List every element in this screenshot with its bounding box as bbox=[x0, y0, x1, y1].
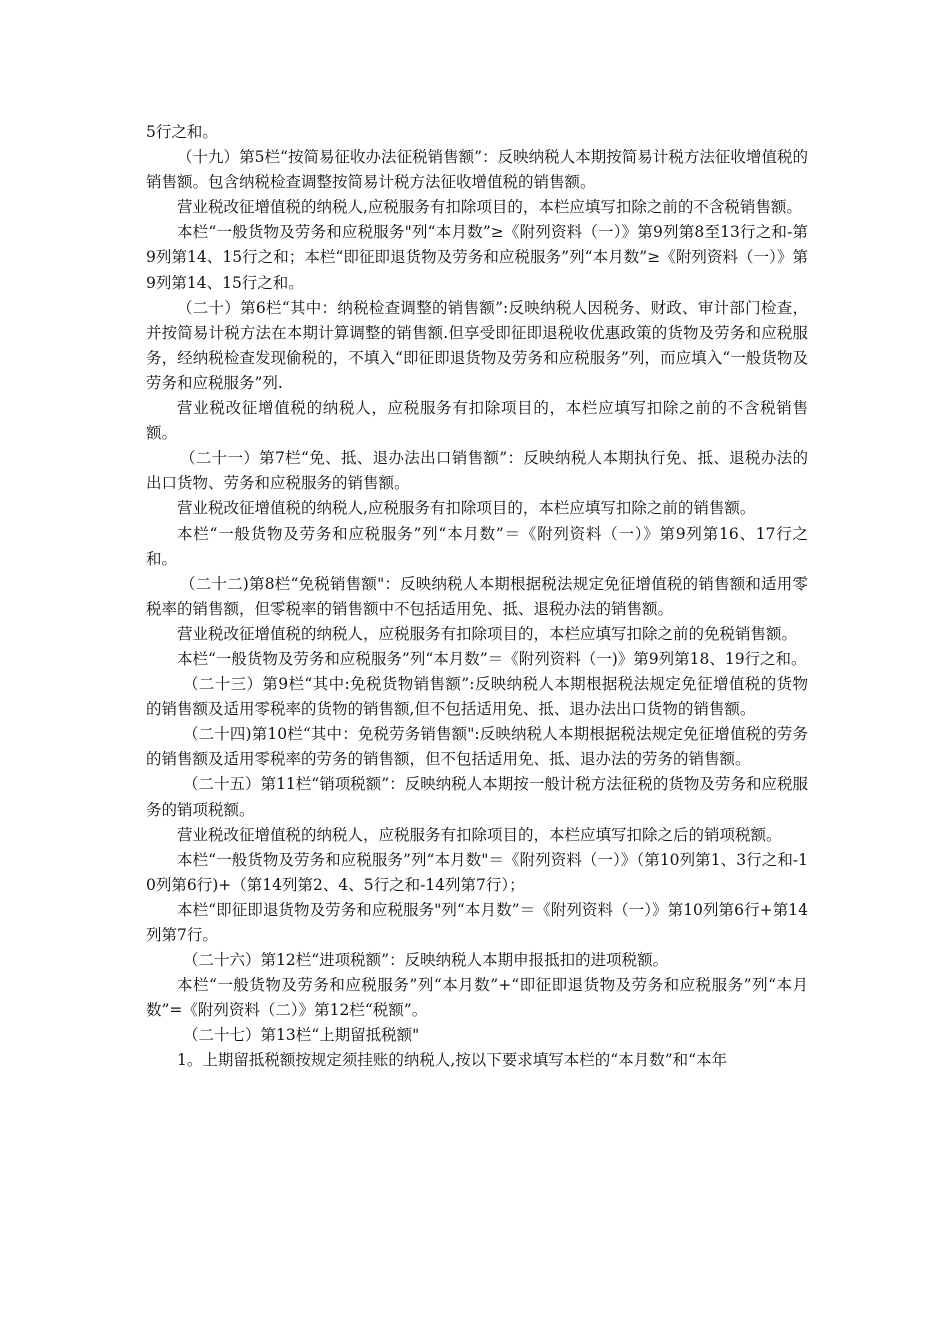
paragraph: 营业税改征增值税的纳税人,应税服务有扣除项目的，本栏应填写扣除之前的不含税销售额。 bbox=[177, 198, 802, 217]
paragraph: 营业税改征增值税的纳税人，应税服务有扣除项目的，本栏应填写扣除之后的销项税额。 bbox=[177, 825, 782, 844]
paragraph: （二十五）第11栏“销项税额”：反映纳税人本期按一般计税方法征税的货物及劳务和应税服务的销项税额。 bbox=[146, 775, 808, 819]
paragraph: （二十六）第12栏“进项税额”：反映纳税人本期申报抵扣的进项税额。 bbox=[183, 951, 669, 970]
document-page bbox=[146, 120, 808, 1074]
paragraph: 1。上期留抵税额按规定须挂账的纳税人,按以下要求填写本栏的“本月数”和“本年 bbox=[177, 1051, 728, 1070]
paragraph: 本栏“一般货物及劳务和应税服务”列“本月数”+“即征即退货物及劳务和应税服务”列“本月数”=《附列资料（二）》第12栏“税额”。 bbox=[146, 976, 808, 1020]
paragraph: （二十四)第10栏“其中：免税劳务销售额":反映纳税人本期根据税法规定免征增值税的劳务的销售额及适用零税率的劳务的销售额，但不包括适用免、抵、退办法的劳务的销售额。 bbox=[146, 725, 808, 769]
paragraph: 本栏“一般货物及劳务和应税服务”列“本月数”＝《附列资料（一)》第9列第18、19行之和。 bbox=[177, 649, 807, 668]
paragraph: （二十三）第9栏“其中:免税货物销售额”:反映纳税人本期根据税法规定免征增值税的货物的销售额及适用零税率的货物的销售额,但不包括适用免、抵、退办法出口货物的销售额。 bbox=[146, 675, 808, 719]
paragraph: 本栏“即征即退货物及劳务和应税服务"列“本月数”＝《附列资料（一）》第10列第6行+第14列第7行。 bbox=[146, 900, 808, 944]
paragraph: 本栏“一般货物及劳务和应税服务”列“本月数"＝《附列资料（一）》（第10列第1、3行之和-10列第6行)+（第14列第2、4、5行之和-14列第7行）； bbox=[146, 850, 808, 894]
paragraph: 营业税改征增值税的纳税人，应税服务有扣除项目的，本栏应填写扣除之前的不含税销售额。 bbox=[146, 399, 808, 443]
paragraph: （二十）第6栏“其中：纳税检查调整的销售额”:反映纳税人因税务、财政、审计部门检查，并按简易计税方法在本期计算调整的销售额.但享受即征即退税收优惠政策的货物及劳务和应税服务，经纳税检查发现偷税的，不填入“即征即退货物及劳务和应税服务”列，而应填入“一般货物及劳务和应税服务”列. bbox=[146, 298, 808, 392]
paragraph: （二十一）第7栏“免、抵、退办法出口销售额”：反映纳税人本期执行免、抵、退税办法的出口货物、劳务和应税服务的销售额。 bbox=[146, 449, 808, 493]
paragraph: 本栏“一般货物及劳务和应税服务”列“本月数”＝《附列资料（一）》第9列第16、17行之和。 bbox=[146, 524, 808, 568]
paragraph: （二十二)第8栏“免税销售额"：反映纳税人本期根据税法规定免征增值税的销售额和适用零税率的销售额，但零税率的销售额中不包括适用免、抵、退税办法的销售额。 bbox=[146, 574, 808, 618]
paragraph: 营业税改征增值税的纳税人，应税服务有扣除项目的，本栏应填写扣除之前的免税销售额。 bbox=[177, 624, 798, 643]
paragraph: （二十七）第13栏“上期留抵税额" bbox=[183, 1026, 420, 1045]
paragraph: （十九）第5栏“按简易征收办法征税销售额”：反映纳税人本期按简易计税方法征收增值税的销售额。包含纳税检查调整按简易计税方法征收增值税的销售额。 bbox=[146, 148, 808, 192]
paragraph: 营业税改征增值税的纳税人,应税服务有扣除项目的，本栏应填写扣除之前的销售额。 bbox=[177, 499, 756, 518]
paragraph: 本栏“一般货物及劳务和应税服务"列“本月数”≥《附列资料（一）》第9列第8至13行之和-第9列第14、15行之和；本栏“即征即退货物及劳务和应税服务”列“本月数”≥《附列资料（一）》第9列第14、15行之和。 bbox=[146, 223, 808, 292]
paragraph: 5行之和。 bbox=[146, 123, 218, 141]
